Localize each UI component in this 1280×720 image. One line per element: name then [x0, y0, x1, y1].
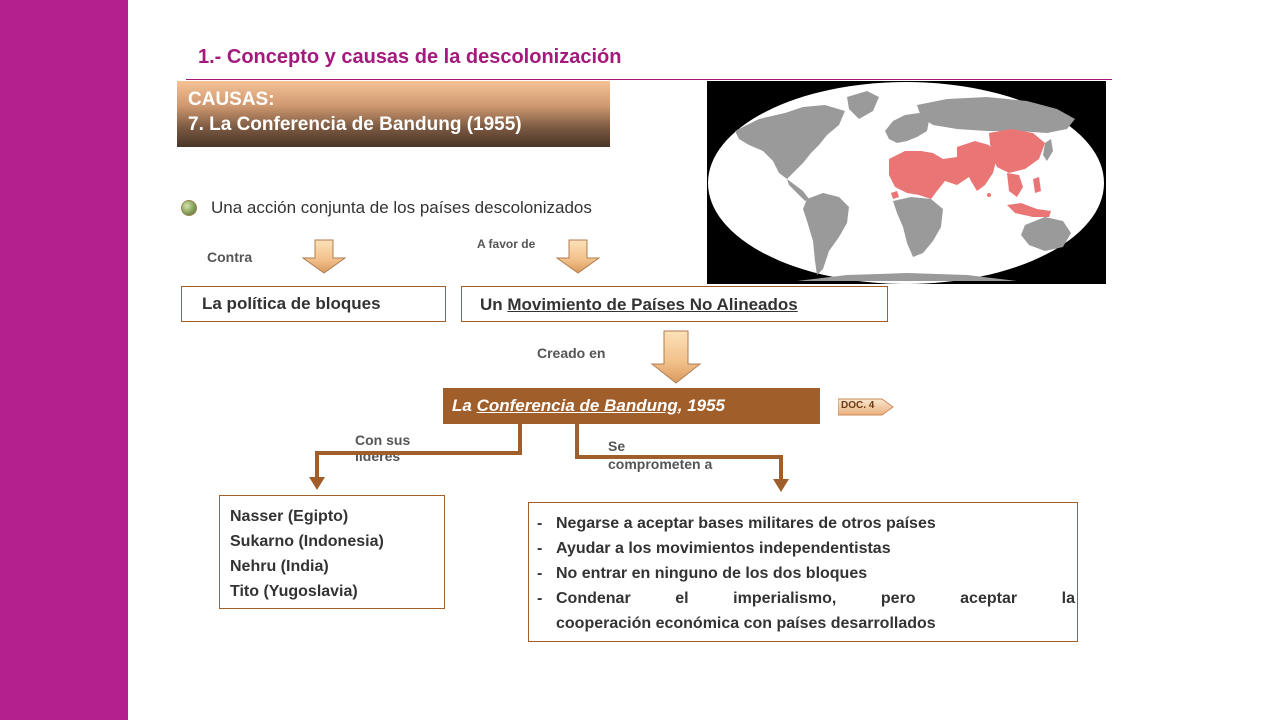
- label-a-favor-de: A favor de: [477, 237, 536, 251]
- label-creado-en: Creado en: [537, 345, 606, 361]
- commitment-item: - Condenar el imperialismo, pero aceptar la cooperación económica con países desarrollados: [537, 590, 1075, 632]
- leader-item: Tito (Yugoslavia): [230, 583, 358, 600]
- arrowhead-icon: [309, 477, 325, 490]
- movimiento-link[interactable]: Movimiento de Países No Alineados: [507, 295, 798, 314]
- label-lideres: líderes: [355, 448, 401, 464]
- leader-item: Sukarno (Indonesia): [230, 533, 384, 550]
- commitment-item: - Negarse a aceptar bases militares de otros países: [537, 515, 936, 532]
- leader-item: Nasser (Egipto): [230, 508, 349, 525]
- box-politica-text: La política de bloques: [202, 294, 381, 313]
- causes-subtitle: 7. La Conferencia de Bandung (1955): [188, 114, 522, 135]
- bandung-prefix: La: [452, 396, 477, 415]
- slide-title: 1.- Concepto y causas de la descolonización: [198, 46, 622, 68]
- bandung-link[interactable]: Conferencia de Bandung: [476, 396, 678, 415]
- commitment-item: - Ayudar a los movimientos independentistas: [537, 540, 891, 557]
- commitment-item: - No entrar en ninguno de los dos bloques: [537, 565, 868, 582]
- movimiento-prefix: Un: [480, 295, 508, 314]
- causes-label: CAUSAS:: [188, 89, 275, 110]
- arrowhead-icon: [773, 479, 789, 492]
- down-arrow-icon: [652, 331, 700, 383]
- label-comprometen-a: comprometen a: [608, 456, 713, 472]
- leader-item: Nehru (India): [230, 558, 329, 575]
- label-con-sus: Con sus: [355, 432, 411, 448]
- down-arrow-icon: [303, 240, 345, 273]
- connector-line-compromisos: [577, 424, 781, 480]
- connector-line-lideres: [317, 424, 520, 478]
- label-contra: Contra: [207, 249, 253, 265]
- doc-badge-label: DOC. 4: [841, 400, 875, 411]
- label-se: Se: [608, 438, 626, 454]
- bullet-text: Una acción conjunta de los países descolonizados: [211, 198, 592, 217]
- down-arrow-icon: [557, 240, 599, 273]
- bandung-suffix: , 1955: [677, 396, 726, 415]
